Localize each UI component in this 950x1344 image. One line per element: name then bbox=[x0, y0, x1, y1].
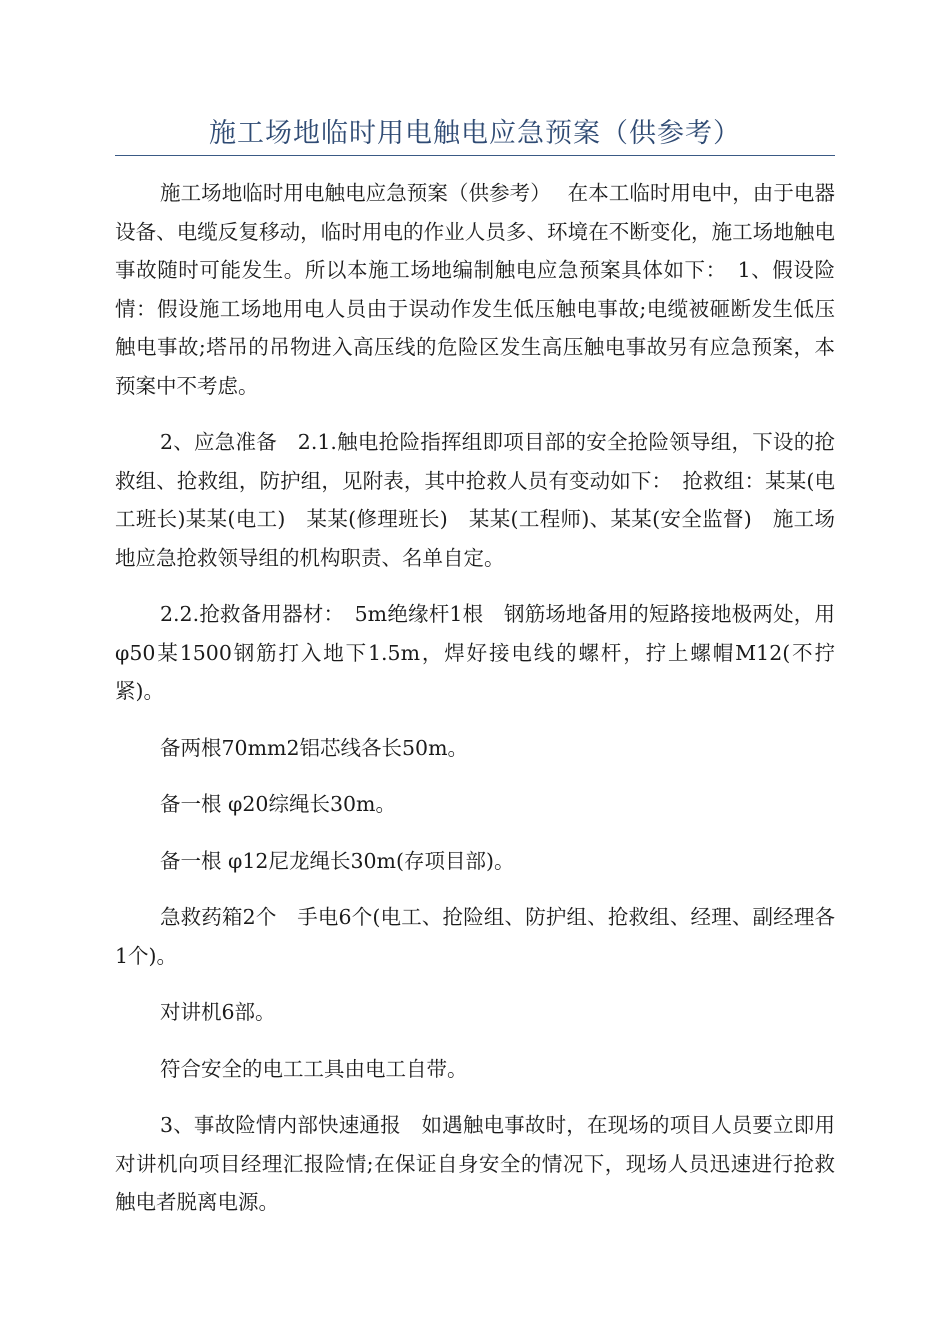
paragraph-intro: 施工场地临时用电触电应急预案（供参考） 在本工临时用电中，由于电器设备、电缆反复移动，临时用电的作业人员多、环境在不断变化，施工场地触电事故随时可能发生。所以本施工场地编制触电应急预案具体如下： 1、假设险情：假设施工场地用电人员由于误动作发生低压触电事故;电缆被砸断发生低压触电事故;塔吊的吊物进入高压线的危险区发生高压触电事故另有应急预案，本预案中不考虑。 bbox=[115, 181, 835, 398]
document-title: 施工场地临时用电触电应急预案（供参考） bbox=[209, 118, 741, 149]
paragraph-first-aid-kits: 急救药箱2个 手电6个(电工、抢险组、防护组、抢救组、经理、副经理各1个)。 bbox=[115, 905, 835, 968]
paragraph-nylon-rope: 备一根 φ12尼龙绳长30m(存项目部)。 bbox=[160, 848, 515, 873]
paragraph-rope: 备一根 φ20综绳长30m。 bbox=[160, 792, 396, 816]
document-body bbox=[115, 174, 835, 1240]
paragraph-electrician-tools: 符合安全的电工工具由电工自带。 bbox=[160, 1056, 468, 1081]
paragraph-emergency-preparation: 2、应急准备 2.1.触电抢险指挥组即项目部的安全抢险领导组，下设的抢救组、抢救组，防护组，见附表，其中抢救人员有变动如下： 抢救组：某某(电工班长)某某(电工) 某某(修理班长) 某某(工程师)、某某(安全监督) 施工场地应急抢救领导组的机构职责、名单自定。 bbox=[115, 430, 835, 570]
paragraph-rescue-equipment: 2.2.抢救备用器材： 5m绝缘杆1根 钢筋场地备用的短路接地极两处，用 φ50某1500钢筋打入地下1.5m，焊好接电线的螺杆，拧上螺帽M12(不拧紧)。 bbox=[115, 602, 835, 703]
title-underline bbox=[115, 155, 835, 156]
paragraph-aluminum-wire: 备两根70mm2铝芯线各长50m。 bbox=[160, 735, 469, 760]
paragraph-incident-reporting: 3、事故险情内部快速通报 如遇触电事故时，在现场的项目人员要立即用对讲机向项目经理汇报险情;在保证自身安全的情况下，现场人员迅速进行抢救触电者脱离电源。 bbox=[115, 1113, 835, 1214]
paragraph-walkie-talkies: 对讲机6部。 bbox=[160, 1000, 276, 1024]
